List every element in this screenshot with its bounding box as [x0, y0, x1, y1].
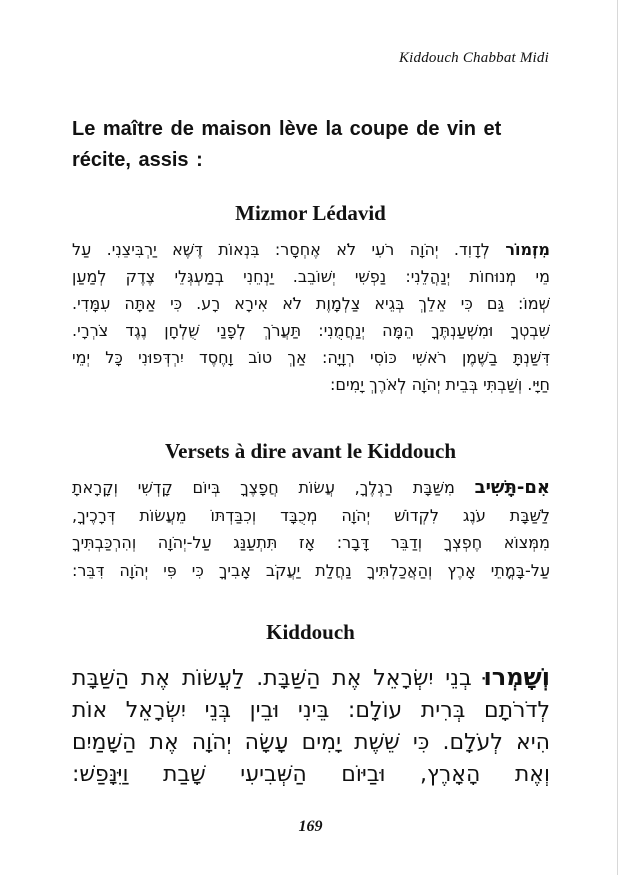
hebrew-line: הִיא לְעֹלָם. כִּי שֵׁשֶׁת יָמִים עָשָׂה יְהֹוָה אֶת הַשָּׁמַיִם — [72, 730, 550, 755]
hebrew-line: שִׁבְטְךָ וּמִשְׁעַנְתֶּךָ הֵמָּה יְנַחֲמֻנִי: תַּעֲרֹךְ לְפָנַי שֻׁלְחָן נֶגֶד צֹרְרָי. — [72, 321, 550, 340]
hebrew-line: עַל-בָּמֳתֵי אָרֶץ וְהַאֲכַלְתִּיךָ נַחֲלַת יַעֲקֹב אָבִיךָ כִּי פִּי יְהֹוָה דִּבֵּר: — [72, 560, 550, 580]
hebrew-line: וְאֶת הָאָרֶץ, וּבַיּוֹם הַשְּׁבִיעִי שָׁבַת וַיִּנָּפַשׁ: — [72, 762, 550, 787]
hebrew-line: וְשָׁמְרוּ בְנֵי יִשְׂרָאֵל אֶת הַשַּׁבָּת. לַעֲשׂוֹת אֶת הַשַּׁבָּת — [72, 663, 550, 691]
hebrew-block-versets — [72, 474, 550, 584]
page-edge-divider — [617, 0, 618, 875]
lead-word: אִם-תָּשִׁיב — [474, 477, 550, 498]
hebrew-line: שְׁמוֹ: גַּם כִּי אֵלֵךְ בְּגֵיא צַלְמָוֶת לֹא אִירָא רָע. כִּי אַתָּה עִמָּדִי. — [72, 294, 550, 313]
hebrew-line: מִזְמוֹר לְדָוִד. יְהֹוָה רֹעִי לֹא אֶחְסָר: בִּנְאוֹת דֶּשֶׁא יַרְבִּיצֵנִי. עַל — [72, 240, 550, 259]
hebrew-line: חַיָּי. וְשַׁבְתִּי בְּבֵית יְהֹוָה לְאֹרֶךְ יָמִים: — [329, 375, 550, 394]
lead-word: וְשָׁמְרוּ — [483, 663, 550, 691]
section-heading-versets: Versets à dire avant le Kiddouch — [164, 439, 457, 463]
hebrew-block-mizmor — [72, 236, 550, 398]
hebrew-line: מִמְּצוֹא חֶפְצְךָ וְדַבֵּר דָּבָר: אָז תִּתְעַנַּג עַל-יְהֹוָה וְהִרְכַּבְתִּיךָ — [72, 533, 550, 552]
running-head: Kiddouch Chabbat Midi — [398, 50, 549, 66]
section-heading-mizmor: Mizmor Lédavid — [235, 201, 386, 225]
hebrew-line: אִם-תָּשִׁיב מִשַּׁבָּת רַגְלֶךָ, עֲשׂוֹת חֲפָצֶךָ בְּיוֹם קָדְשִׁי וְקָרָאתָ — [72, 477, 550, 498]
hebrew-line: דִּשַּׁנְתָּ בַשֶּׁמֶן רֹאשִׁי כּוֹסִי רְוָיָה: אַךְ טוֹב וָחֶסֶד יִרְדְּפוּנִי כָּל יְמֵי — [72, 348, 550, 367]
hebrew-block-kiddouch — [72, 661, 550, 791]
hebrew-line: מֵי מְנוּחוֹת יְנַהֲלֵנִי: נַפְשִׁי יְשׁוֹבֵב. יַנְחֵנִי בְמַעְגְּלֵי צֶדֶק לְמַעַן — [72, 267, 550, 286]
page-number: 169 — [298, 818, 323, 835]
lead-word: מִזְמוֹר — [505, 240, 550, 259]
instruction-text: Le maître de maison lève la coupe de vin et récite, assis : — [72, 118, 502, 171]
hebrew-line: לַשַּׁבָּת עֹנֶג לִקְדוֹשׁ יְהֹוָה מְכֻבָּד וְכִבַּדְתּוֹ מֵעֲשׂוֹת דְּרָכֶיךָ, — [72, 505, 550, 525]
section-heading-kiddouch: Kiddouch — [266, 620, 355, 644]
hebrew-line: לְדֹרֹתָם בְּרִית עוֹלָם: בֵּינִי וּבֵין בְּנֵי יִשְׂרָאֵל אוֹת — [72, 698, 550, 723]
